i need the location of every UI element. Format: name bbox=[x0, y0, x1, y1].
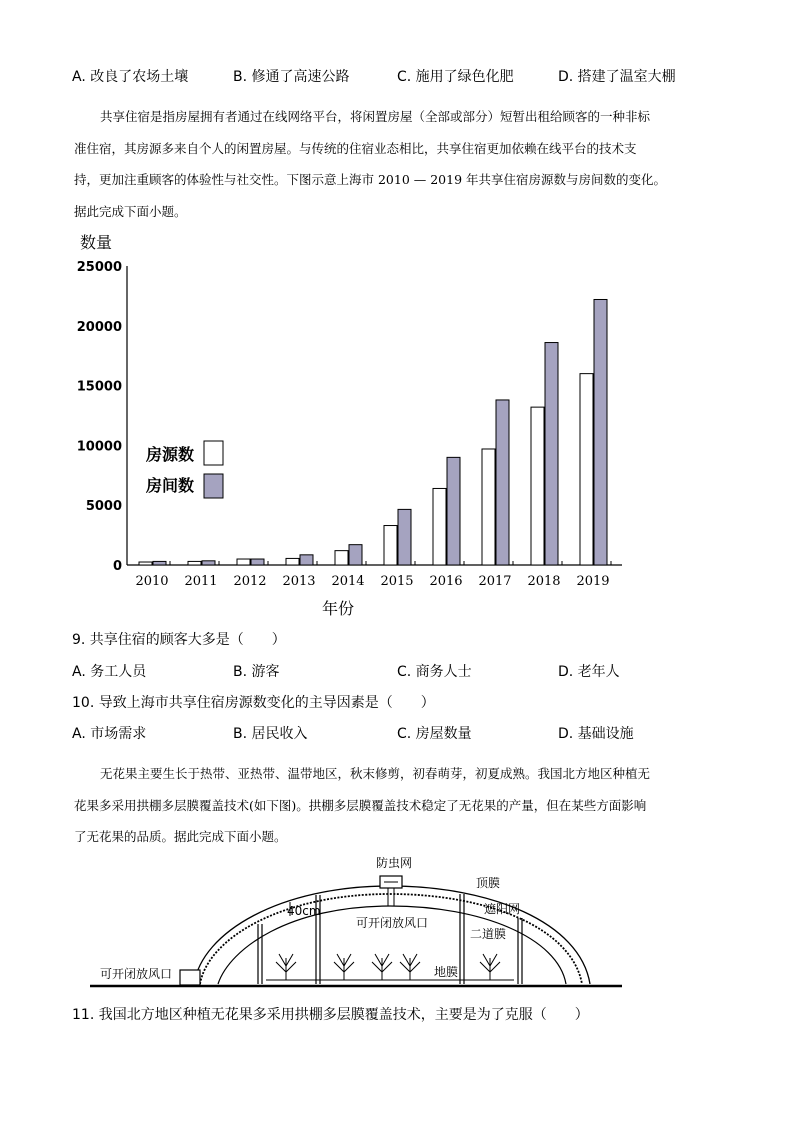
legend-swatch-listings bbox=[204, 441, 223, 465]
label-gap: 40cm bbox=[287, 904, 321, 918]
bar-listings bbox=[286, 558, 299, 565]
q10-option-b: B. 居民收入 bbox=[233, 726, 308, 742]
x-tick-label: 2010 bbox=[135, 574, 169, 589]
bar-listings bbox=[482, 449, 495, 565]
legend-swatch-rooms bbox=[204, 474, 223, 498]
bar-chart bbox=[70, 228, 630, 623]
q10-option-d: D. 基础设施 bbox=[558, 726, 634, 742]
passage-line: 持，更加注重顾客的体验性与社交性。下图示意上海市 2010 — 2019 年共享住宿房源数与房间数的变化。 bbox=[74, 172, 667, 187]
bar-rooms bbox=[251, 559, 264, 565]
x-tick-label: 2015 bbox=[380, 574, 414, 589]
bar-listings bbox=[580, 374, 593, 565]
bar-listings bbox=[139, 562, 152, 565]
label-vent-top: 可开闭放风口 bbox=[356, 916, 429, 930]
fig-plant bbox=[370, 954, 394, 980]
bar-rooms bbox=[202, 561, 215, 565]
y-tick-label: 20000 bbox=[76, 319, 122, 335]
fig-plant bbox=[332, 954, 356, 980]
y-axis-label: 数量 bbox=[80, 233, 113, 252]
label-top-film: 顶膜 bbox=[476, 876, 501, 890]
q9-option-a: A. 务工人员 bbox=[72, 664, 147, 680]
x-tick-label: 2011 bbox=[184, 574, 218, 589]
passage-line: 据此完成下面小题。 bbox=[74, 203, 187, 219]
x-tick-label: 2019 bbox=[576, 574, 610, 589]
passage-line: 共享住宿是指房屋拥有者通过在线网络平台，将闲置房屋（全部或部分）短暂出租给顾客的一种非标 bbox=[100, 109, 651, 124]
passage-line: 无花果主要生长于热带、亚热带、温带地区，秋末修剪，初春萌芽，初夏成熟。我国北方地区种植无 bbox=[100, 766, 651, 781]
q8-option-b: B. 修通了高速公路 bbox=[233, 69, 350, 85]
passage-line: 了无花果的品质。据此完成下面小题。 bbox=[74, 829, 287, 844]
q9-option-b: B. 游客 bbox=[233, 664, 280, 680]
bar-listings bbox=[384, 526, 397, 565]
q11-stem: 11. 我国北方地区种植无花果多采用拱棚多层膜覆盖技术，主要是为了克服（ ） bbox=[72, 1007, 589, 1023]
q10-option-c: C. 房屋数量 bbox=[397, 726, 472, 742]
greenhouse-diagram bbox=[90, 852, 630, 994]
x-axis-label: 年份 bbox=[322, 599, 355, 618]
side-vent bbox=[180, 970, 200, 985]
passage-shared-accommodation bbox=[74, 101, 724, 227]
bar-listings bbox=[188, 561, 201, 565]
y-tick-label: 25000 bbox=[76, 260, 122, 275]
passage-line: 花果多采用拱棚多层膜覆盖技术(如下图)。拱棚多层膜覆盖技术稳定了无花果的产量，但在某些方面影响 bbox=[74, 797, 647, 813]
q9-stem: 9. 共享住宿的顾客大多是（ ） bbox=[72, 632, 286, 648]
bar-rooms bbox=[398, 509, 411, 565]
passage-fig bbox=[74, 758, 724, 853]
bar-rooms bbox=[496, 400, 509, 565]
bar-listings bbox=[433, 488, 446, 565]
label-second-film: 二道膜 bbox=[470, 927, 507, 941]
q10-stem: 10. 导致上海市共享住宿房源数变化的主导因素是（ ） bbox=[72, 695, 435, 711]
label-ground-film: 地膜 bbox=[434, 965, 459, 979]
bar-listings bbox=[335, 551, 348, 565]
y-tick-label: 5000 bbox=[85, 499, 122, 515]
y-tick-label: 0 bbox=[112, 559, 122, 574]
x-tick-label: 2016 bbox=[429, 574, 463, 589]
y-tick-label: 10000 bbox=[76, 439, 122, 455]
x-tick-label: 2018 bbox=[527, 574, 561, 589]
q8-option-a: A. 改良了农场土壤 bbox=[72, 69, 189, 85]
bar-listings bbox=[237, 559, 250, 565]
legend-label-listings: 房源数 bbox=[146, 445, 195, 464]
label-shade-net: 遮阳网 bbox=[484, 902, 521, 916]
x-tick-label: 2013 bbox=[282, 574, 316, 589]
fig-plant bbox=[398, 954, 422, 980]
bar-listings bbox=[531, 407, 544, 565]
bar-rooms bbox=[349, 545, 362, 565]
q10-option-a: A. 市场需求 bbox=[72, 726, 147, 742]
bar-rooms bbox=[594, 299, 607, 565]
label-insect-net: 防虫网 bbox=[376, 856, 413, 870]
legend-label-rooms: 房间数 bbox=[146, 476, 195, 495]
y-tick-label: 15000 bbox=[76, 379, 122, 395]
q8-option-c: C. 施用了绿色化肥 bbox=[397, 69, 514, 85]
passage-line: 准住宿，其房源多来自个人的闲置房屋。与传统的住宿业态相比，共享住宿更加依赖在线平台的技术支 bbox=[74, 140, 637, 156]
bar-rooms bbox=[153, 561, 166, 565]
bar-rooms bbox=[447, 457, 460, 565]
q9-option-c: C. 商务人士 bbox=[397, 664, 472, 680]
q8-option-d: D. 搭建了温室大棚 bbox=[558, 69, 676, 85]
x-tick-label: 2017 bbox=[478, 574, 512, 589]
bar-rooms bbox=[300, 555, 313, 565]
x-tick-label: 2012 bbox=[233, 574, 267, 589]
top-film bbox=[194, 886, 590, 984]
bar-rooms bbox=[545, 343, 558, 565]
fig-plant bbox=[274, 954, 298, 980]
fig-plant bbox=[478, 954, 502, 980]
label-vent-side: 可开闭放风口 bbox=[100, 967, 173, 981]
q9-option-d: D. 老年人 bbox=[558, 664, 620, 680]
x-tick-label: 2014 bbox=[331, 574, 365, 589]
